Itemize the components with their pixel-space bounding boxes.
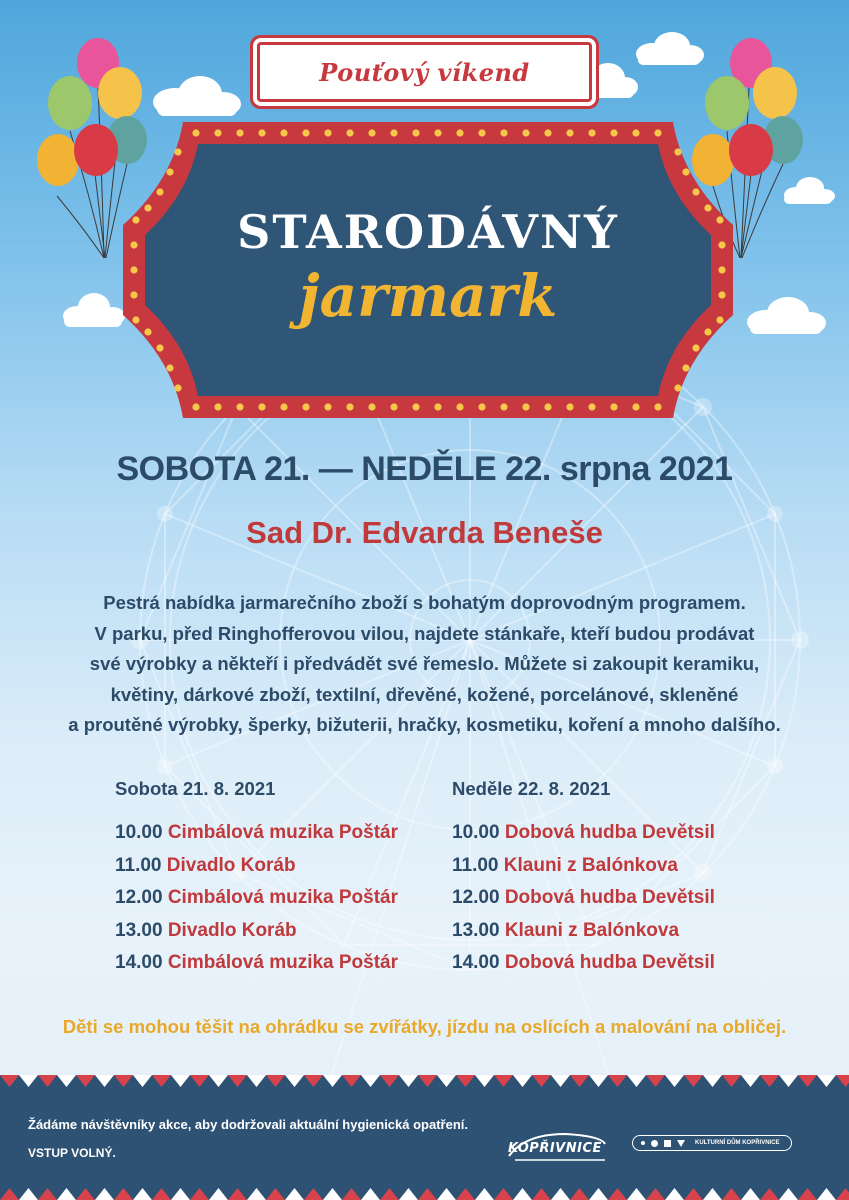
bunting-flag [323, 1075, 342, 1087]
bunting-flag [57, 1075, 76, 1087]
marquee-bulb [174, 148, 181, 155]
schedule-sunday [452, 778, 715, 985]
marquee-bulb [566, 403, 573, 410]
slot-act: Cimbálová muzika Poštár [167, 952, 399, 973]
slot-time: 10.00 [115, 822, 163, 843]
schedule-slot [115, 822, 398, 855]
slot-act: Klauni z Balónkova [503, 854, 678, 876]
marquee-bulb [544, 403, 551, 410]
bunting-flag [190, 1075, 209, 1087]
description-line: V parku, před Ringhofferovou vilou, najdete stánkaře, kteří budou prodávat [94, 622, 755, 644]
sign-title: STARODÁVNÝ [237, 205, 619, 259]
slot-time: 14.00 [115, 952, 163, 973]
slot-time: 13.00 [115, 919, 163, 941]
description-line: a proutěné výrobky, šperky, bižuterii, hračky, kosmetiku, koření a mnoho dalšího. [68, 714, 781, 735]
kd-logo-shapes-icon [641, 1140, 685, 1147]
bunting-flag [665, 1188, 684, 1200]
bunting-flag [133, 1075, 152, 1087]
bunting-flag [722, 1075, 741, 1087]
marquee-bulb [610, 129, 617, 136]
marquee-bulb [682, 364, 689, 371]
marquee-bulb [610, 403, 617, 410]
slot-act: Divadlo Koráb [167, 919, 297, 941]
bunting-flag [741, 1188, 760, 1200]
bunting-flag [380, 1188, 399, 1200]
bunting-flag [494, 1075, 513, 1087]
bunting-flag [836, 1188, 849, 1200]
schedule-slot [452, 920, 715, 953]
bunting-flag [228, 1188, 247, 1200]
bunting-flag [304, 1075, 323, 1087]
footer [0, 1075, 849, 1200]
description-line: Pestrá nabídka jarmarečního zboží s bohatým doprovodným programem. [103, 592, 746, 613]
kids-note: Děti se mohou těšit na ohrádku se zvířátky, jízdu na oslících a malování na obličej. [62, 1016, 787, 1037]
bunting-flag [19, 1188, 38, 1200]
bunting-flag [57, 1188, 76, 1200]
bunting-flag [418, 1188, 437, 1200]
marquee-bulb [682, 168, 689, 175]
slot-time: 14.00 [452, 952, 500, 973]
marquee-bulb [566, 129, 573, 136]
bunting-flag [475, 1075, 494, 1087]
bunting-flag [285, 1188, 304, 1200]
bunting-flag [475, 1188, 494, 1200]
bunting-flag [817, 1075, 836, 1087]
bunting-flag [513, 1075, 532, 1087]
event-ribbon [257, 42, 592, 102]
bunting-flag [627, 1075, 646, 1087]
marquee-bulb [478, 403, 485, 410]
schedule-slot [115, 952, 398, 985]
marquee-bulb [434, 129, 441, 136]
bunting-flag [418, 1075, 437, 1087]
marquee-bulb [412, 129, 419, 136]
bunting-flag [399, 1188, 418, 1200]
bunting-flag [456, 1075, 475, 1087]
marquee-bulb [302, 129, 309, 136]
marquee-bulb [258, 129, 265, 136]
schedule-slot [115, 920, 398, 953]
marquee-bulb [166, 364, 173, 371]
marquee-bulb [456, 403, 463, 410]
slot-time: 11.00 [452, 854, 499, 876]
bunting-flag [741, 1075, 760, 1087]
bunting-flag [779, 1188, 798, 1200]
slot-time: 12.00 [452, 887, 500, 908]
bunting-flag [152, 1188, 171, 1200]
marquee-bulb [324, 403, 331, 410]
bunting-flag [760, 1075, 779, 1087]
marquee-bulb [654, 403, 661, 410]
marquee-bulb [214, 129, 221, 136]
bunting-flag [684, 1188, 703, 1200]
hygiene-notice: Žádáme návštěvníky akce, aby dodržovali aktuální hygienická opatření. [28, 1117, 469, 1132]
bunting-flag [817, 1188, 836, 1200]
marquee-bulb [588, 129, 595, 136]
marquee-bulb [192, 129, 199, 136]
bunting-flag [437, 1075, 456, 1087]
marquee-bulb [478, 129, 485, 136]
bunting-flag [361, 1188, 380, 1200]
description-line: květiny, dárkové zboží, textilní, dřevěné, kožené, porcelánové, skleněné [110, 683, 739, 705]
bunting-flag [38, 1075, 57, 1087]
bunting-flag [703, 1075, 722, 1087]
bunting-flag [703, 1188, 722, 1200]
bunting-flag [589, 1075, 608, 1087]
kd-logo-text: KULTURNÍ DŮM KOPŘIVNICE [695, 1140, 780, 1146]
marquee-bulb [390, 129, 397, 136]
marquee-bulb [674, 148, 681, 155]
marquee-bulb [522, 129, 529, 136]
bunting-flag [342, 1075, 361, 1087]
marquee-bulb [236, 129, 243, 136]
bunting-flag [646, 1188, 665, 1200]
slot-time: 10.00 [452, 822, 500, 843]
marquee-bulb [236, 403, 243, 410]
bunting-flag [399, 1075, 418, 1087]
marquee-bulb [156, 344, 163, 351]
description-line: své výrobky a někteří i předvádět své řemeslo. Můžete si zakoupit keramiku, [89, 653, 760, 674]
bunting-flag [171, 1188, 190, 1200]
bunting-flag [532, 1188, 551, 1200]
marquee-bulb [346, 403, 353, 410]
bunting-flag [19, 1075, 38, 1087]
bunting-flag [570, 1188, 589, 1200]
schedule-slot [452, 855, 715, 888]
bunting-flag [95, 1075, 114, 1087]
bunting-flag [38, 1188, 57, 1200]
marquee-bulb [544, 129, 551, 136]
cloud-icon [740, 295, 830, 335]
marquee-bulb [258, 403, 265, 410]
bunting-flag [798, 1075, 817, 1087]
marquee-bulb [522, 403, 529, 410]
bunting-flag [209, 1188, 228, 1200]
bunting-flag [494, 1188, 513, 1200]
marquee-bulb [692, 188, 699, 195]
bunting-flag [76, 1075, 95, 1087]
bunting-flag [380, 1075, 399, 1087]
schedule-slot [452, 822, 715, 855]
bunting-top [0, 1075, 849, 1089]
bunting-flag [361, 1075, 380, 1087]
bunting-flag [665, 1075, 684, 1087]
slot-act: Cimbálová muzika Poštár [167, 887, 399, 908]
marquee-bulb [654, 129, 661, 136]
marquee-bulb [280, 129, 287, 136]
bunting-flag [285, 1075, 304, 1087]
slot-act: Dobová hudba Devětsil [504, 887, 715, 908]
marquee-bulb [368, 129, 375, 136]
bunting-flag [95, 1188, 114, 1200]
slot-act: Dobová hudba Devětsil [504, 822, 715, 843]
marquee-bulb [434, 403, 441, 410]
bunting-flag [760, 1188, 779, 1200]
event-description [40, 588, 809, 741]
schedule-slot [452, 952, 715, 985]
marquee-bulb [500, 403, 507, 410]
bunting-flag [266, 1075, 285, 1087]
marquee-bulb [192, 403, 199, 410]
bunting-flag [570, 1075, 589, 1087]
bunting-flag [247, 1188, 266, 1200]
marquee-bulb [324, 129, 331, 136]
kulturni-dum-logo [632, 1135, 792, 1151]
marquee-bulb [302, 403, 309, 410]
bunting-flag [342, 1188, 361, 1200]
bunting-flag [304, 1188, 323, 1200]
schedule-slot [115, 887, 398, 920]
entry-free: VSTUP VOLNÝ. [28, 1146, 116, 1160]
slot-time: 12.00 [115, 887, 163, 908]
bunting-flag [456, 1188, 475, 1200]
bunting-flag [684, 1075, 703, 1087]
koprivnice-logo-text: KOPŘIVNICE [508, 1141, 602, 1156]
bunting-flag [608, 1188, 627, 1200]
bunting-flag [114, 1188, 133, 1200]
slot-act: Dobová hudba Devětsil [504, 952, 715, 973]
bunting-flag [323, 1188, 342, 1200]
bunting-flag [627, 1188, 646, 1200]
slot-act: Cimbálová muzika Poštár [167, 822, 399, 843]
bunting-flag [171, 1075, 190, 1087]
slot-act: Divadlo Koráb [166, 854, 296, 876]
marquee-bulb [588, 403, 595, 410]
marquee-bulb [156, 188, 163, 195]
bunting-flag [209, 1075, 228, 1087]
marquee-bulb [674, 384, 681, 391]
bunting-flag [228, 1075, 247, 1087]
bunting-flag [76, 1188, 95, 1200]
event-dates: SOBOTA 21. — NEDĚLE 22. srpna 2021 [116, 450, 733, 488]
marquee-bulb [390, 403, 397, 410]
marquee-bulb [214, 403, 221, 410]
marquee-bulb [456, 129, 463, 136]
bunting-flag [133, 1188, 152, 1200]
bunting-flag [589, 1188, 608, 1200]
schedule-saturday [115, 778, 398, 985]
marquee-bulb [500, 129, 507, 136]
ribbon-label: Pouťový víkend [319, 57, 530, 87]
schedule-slot [452, 887, 715, 920]
bunting-bottom [0, 1186, 849, 1200]
bunting-flag [0, 1188, 19, 1200]
marquee-bulb [280, 403, 287, 410]
bunting-flag [836, 1075, 849, 1087]
bunting-flag [551, 1188, 570, 1200]
bunting-flag [190, 1188, 209, 1200]
bunting-flag [798, 1188, 817, 1200]
bunting-flag [513, 1188, 532, 1200]
marquee-bulb [412, 403, 419, 410]
bunting-flag [551, 1075, 570, 1087]
marquee-bulb [692, 344, 699, 351]
bunting-flag [532, 1075, 551, 1087]
marquee-bulb [166, 168, 173, 175]
slot-act: Klauni z Balónkova [504, 919, 680, 941]
bunting-flag [646, 1075, 665, 1087]
bunting-flag [437, 1188, 456, 1200]
schedule-slot [115, 855, 398, 888]
sign-subtitle: jarmark [298, 262, 558, 330]
marquee-bulb [346, 129, 353, 136]
bunting-flag [722, 1188, 741, 1200]
day-heading: Sobota 21. 8. 2021 [115, 778, 276, 799]
event-venue: Sad Dr. Edvarda Beneše [246, 515, 603, 550]
day-heading: Neděle 22. 8. 2021 [452, 778, 611, 799]
marquee-bulb [632, 129, 639, 136]
marquee-bulb [632, 403, 639, 410]
bunting-flag [0, 1075, 19, 1087]
bunting-flag [608, 1075, 627, 1087]
bunting-flag [266, 1188, 285, 1200]
bunting-flag [247, 1075, 266, 1087]
slot-time: 13.00 [452, 919, 500, 941]
marquee-bulb [174, 384, 181, 391]
slot-time: 11.00 [115, 854, 162, 876]
bunting-flag [152, 1075, 171, 1087]
marquee-bulb [368, 403, 375, 410]
bunting-flag [779, 1075, 798, 1087]
bunting-flag [114, 1075, 133, 1087]
